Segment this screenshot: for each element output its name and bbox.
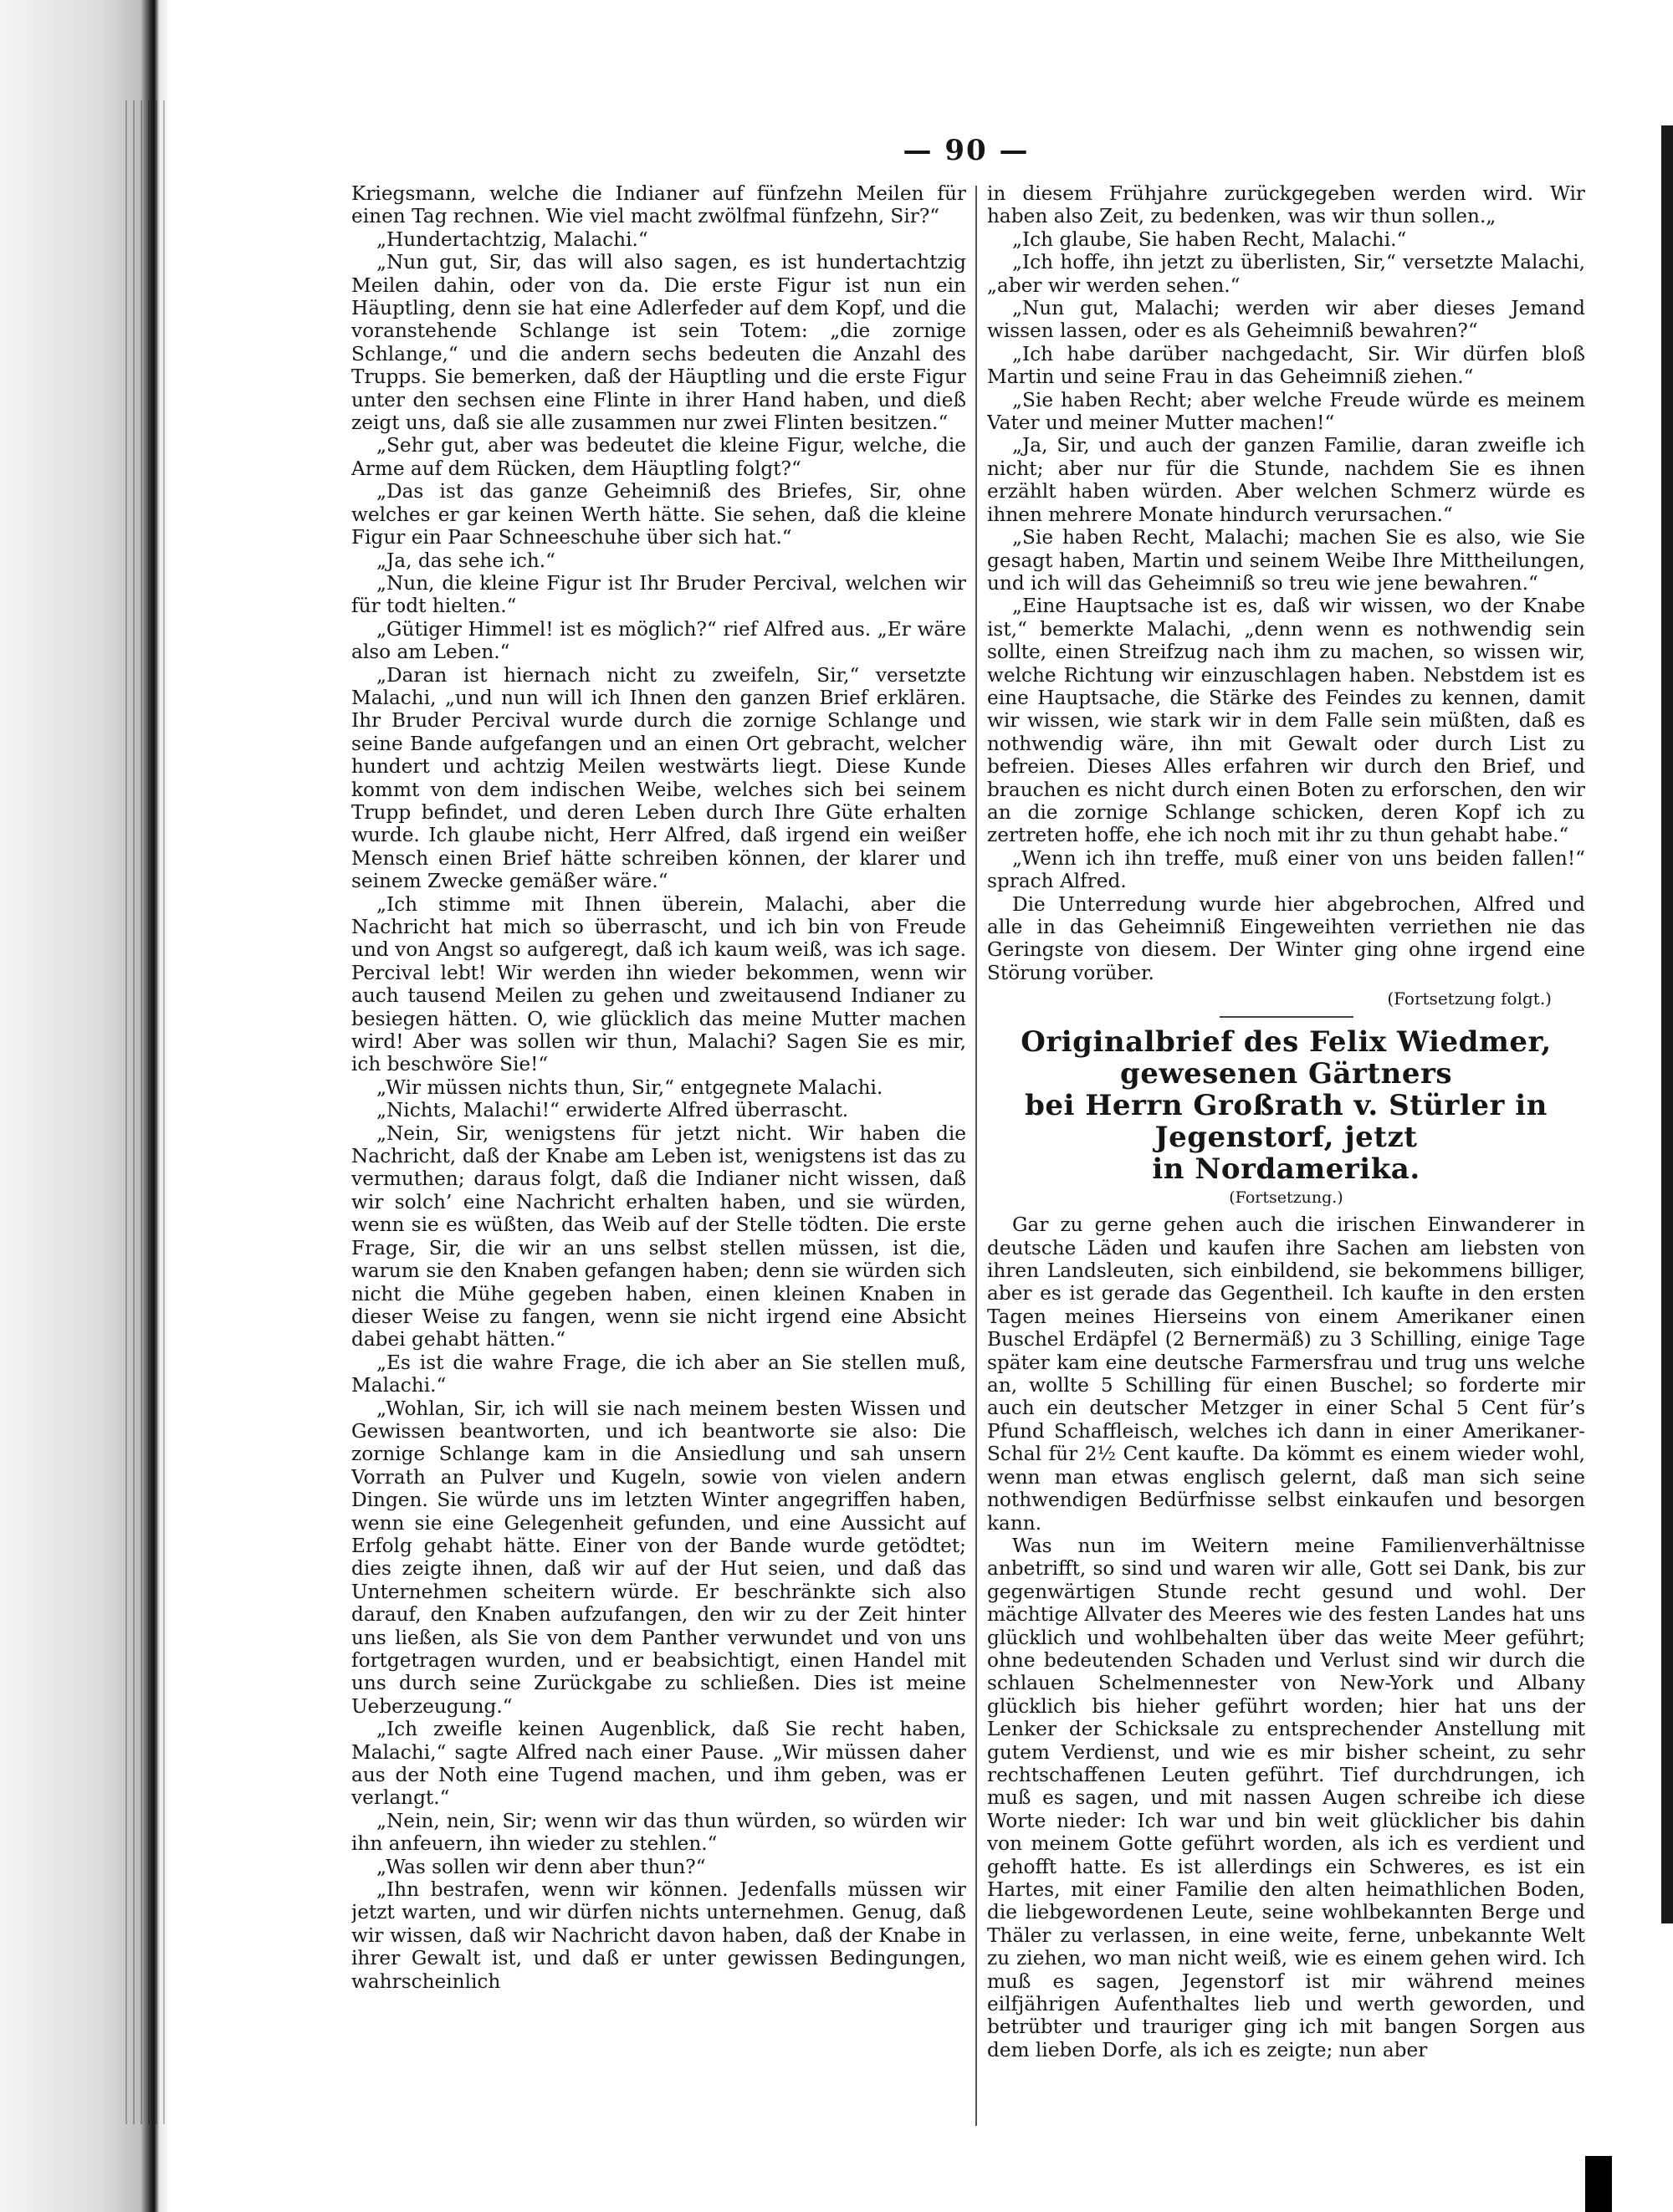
article-heading-line: bei Herrn Großrath v. Stürler in Jegenstorf, jetzt	[1025, 1089, 1548, 1155]
column-divider	[975, 186, 977, 2126]
paragraph: „Was sollen wir denn aber thun?“	[376, 1855, 706, 1878]
paragraph: „Nun, die kleine Figur ist Ihr Bruder Percival, welchen wir für todt hielten.“	[351, 571, 966, 618]
paragraph: „Sie haben Recht; aber welche Freude würde es meinem Vater und meiner Mutter machen!“	[987, 388, 1585, 435]
paragraph: „Ich stimme mit Ihnen überein, Malachi, aber die Nachricht hat mich so überrascht, und ich bin von Freude und von Angst so aufgeregt, daß ich kaum weiß, was ich sage. Percival lebt! Wir werden ihn wieder bekommen, wenn wir auch tausend Meilen zu gehen und zweitausend Indianer zu besiegen hätten. O, wie glücklich das meine Mutter machen wird! Aber was sollen wir thun, Malachi? Sagen Sie es mir, ich beschwöre Sie!“	[351, 892, 966, 1076]
scanned-edge-right	[1661, 125, 1673, 1923]
paragraph: „Es ist die wahre Frage, die ich aber an Sie stellen muß, Malachi.“	[351, 1351, 966, 1397]
paragraph: „Nichts, Malachi!“ erwiderte Alfred überrascht.	[376, 1099, 849, 1122]
left-column	[351, 182, 966, 2139]
paragraph: Gar zu gerne gehen auch die irischen Einwanderer in deutsche Läden und kaufen ihre Sachen am liebsten von ihren Landsleuten, sich einbildend, sie bekommens billiger, aber es ist gerade das Gegentheil. Ich kaufte in den ersten Tagen meines Hierseins von einem Amerikaner einen Buschel Erdäpfel (2 Bernermäß) zu 3 Schilling, einige Tage später kam eine deutsche Farmersfrau und trug uns welche an, wollte 5 Schilling für einen Buschel; so forderte mir auch ein deutscher Metzger in einer Schal 5 Cent für’s Pfund Schaffleisch, welches ich dann in einer Amerikaner-Schal für 2½ Cent kaufte. Da kömmt es einem wieder wohl, wenn man etwas englisch gelernt, daß man sich seine nothwendigen Bedürfnisse selbst einkaufen und besorgen kann.	[987, 1213, 1585, 1535]
article-heading-line: in Nordamerika.	[1152, 1152, 1420, 1187]
paragraph: „Nun gut, Malachi; werden wir aber dieses Jemand wissen lassen, oder es als Geheimniß bewahren?“	[987, 297, 1585, 343]
paragraph: „Eine Hauptsache ist es, daß wir wissen, wo der Knabe ist,“ bemerkte Malachi, „denn wenn es nothwendig sein sollte, einen Streifzug nach ihm zu machen, so wissen wir, welche Richtung wir einzuschlagen haben. Nebstdem ist es eine Hauptsache, die Stärke des Feindes zu kennen, damit wir wissen, wie stark wir in dem Falle sein müßten, daß es nothwendig wäre, ihn mit Gewalt oder durch List zu befreien. Dieses Alles erfahren wir durch den Brief, und brauchen es nicht durch einen Boten zu erforschen, den wir an die zornige Schlange schicken, deren Kopf ich zu zertreten hoffe, ehe ich noch mit ihr zu thun gehabt habe.“	[987, 595, 1585, 847]
paragraph: Kriegsmann, welche die Indianer auf fünfzehn Meilen für einen Tag rechnen. Wie viel macht zwölfmal fünfzehn, Sir?“	[351, 182, 966, 228]
paragraph: „Sehr gut, aber was bedeutet die kleine Figur, welche, die Arme auf dem Rücken, dem Häuptling folgt?“	[351, 434, 966, 480]
paragraph: „Ich habe darüber nachgedacht, Sir. Wir dürfen bloß Martin und seine Frau in das Geheimniß ziehen.“	[987, 342, 1585, 389]
paragraph: „Hundertachtzig, Malachi.“	[376, 227, 648, 251]
scan-artifact	[1585, 2156, 1612, 2212]
paragraph: in diesem Frühjahre zurückgegeben werden wird. Wir haben also Zeit, zu bedenken, was wir thun sollen.„	[987, 182, 1585, 228]
paragraph: „Gütiger Himmel! ist es möglich?“ rief Alfred aus. „Er wäre also am Leben.“	[351, 617, 966, 664]
paragraph: Was nun im Weitern meine Familienverhältnisse anbetrifft, so sind und waren wir alle, Gott sei Dank, bis zur gegenwärtigen Stunde recht gesund und wohl. Der mächtige Allvater des Meeres wie des festen Landes hat uns glücklich und wohlbehalten über das weite Meer geführt; ohne bedeutenden Schaden und Verlust sind wir durch die schlauen Schelmennester von New-York und Albany glücklich bis hieher geführt worden; hier hat uns der Lenker der Schicksale zu entsprechender Anstellung mit gutem Verdienst, und wie es mir bisher scheint, zu sehr rechtschaffenen Leuten geführt. Tief durchdrungen, ich muß es sagen, und mit nassen Augen schreibe ich diese Worte nieder: Ich war und bin weit glücklicher bis dahin von meinem Gotte geführt worden, als ich es verdient und gehofft hatte. Es ist allerdings ein Schweres, es ist ein Hartes, mit einer Familie den alten heimathlichen Boden, die liebgewordenen Leute, seine wohlbekannten Berge und Thäler zu verlassen, in eine weite, ferne, unbekannte Welt zu ziehen, wo man nicht weiß, wie es einem gehen wird. Ich muß es sagen, Jegenstorf ist mir während meines eilfjährigen Aufenthaltes lieb und werth geworden, und betrübter und trauriger ging ich mit bangen Sorgen aus dem lieben Dorfe, als ich es zeigte; nun aber	[987, 1534, 1585, 2061]
right-column	[987, 182, 1585, 2139]
paragraph: „Wohlan, Sir, ich will sie nach meinem besten Wissen und Gewissen beantworten, und ich beantworte sie also: Die zornige Schlange kam in die Ansiedlung und sah unsern Vorrath an Pulver und Kugeln, sowie von vielen andern Dingen. Sie würde uns im letzten Winter angegriffen haben, wenn sie eine Gelegenheit gefunden, und eine Aussicht auf Erfolg gehabt hätte. Einer von der Bande wurde getödtet; dies zeigte ihnen, daß wir auf der Hut seien, und daß das Unternehmen scheitern würde. Er beschränkte sich also darauf, den Knaben aufzufangen, den wir zu der Zeit hinter uns ließen, als Sie von dem Panther verwundet und von uns fortgetragen wurden, und er beabsichtigt, einen Handel mit uns durch seine Zurückgabe zu schließen. Dies ist meine Ueberzeugung.“	[351, 1397, 966, 1718]
paragraph: Die Unterredung wurde hier abgebrochen, Alfred und alle in das Geheimniß Eingeweihten verriethen nie das Geringste von diesem. Der Winter ging ohne irgend eine Störung vorüber.	[987, 892, 1585, 984]
paragraph: „Ich zweifle keinen Augenblick, daß Sie recht haben, Malachi,“ sagte Alfred nach einer Pause. „Wir müssen daher aus der Noth eine Tugend machen, und ihm geben, was er verlangt.“	[351, 1718, 966, 1810]
article-subheading: (Fortsetzung.)	[1229, 1188, 1343, 1208]
paragraph: „Wir müssen nichts thun, Sir,“ entgegnete Malachi.	[376, 1075, 883, 1099]
paragraph: „Wenn ich ihn treffe, muß einer von uns beiden fallen!“ sprach Alfred.	[987, 846, 1585, 893]
scanned-page-edges	[125, 100, 167, 2124]
paragraph: „Das ist das ganze Geheimniß des Briefes, Sir, ohne welches er gar keinen Werth hätte. Sie sehen, daß die kleine Figur ein Paar Schneeschuhe über sich hat.“	[351, 480, 966, 549]
continuation-note: (Fortsetzung folgt.)	[1387, 989, 1552, 1009]
paragraph: „Ich hoffe, ihn jetzt zu überlisten, Sir,“ versetzte Malachi, „aber wir werden sehen.“	[987, 251, 1585, 297]
section-divider	[1220, 1016, 1353, 1018]
page-number: — 90 —	[903, 134, 1030, 167]
paragraph: „Ja, Sir, und auch der ganzen Familie, daran zweifle ich nicht; aber nur für die Stunde, nachdem Sie es ihnen erzählt haben würden. Aber welchen Schmerz würde es ihnen mehrere Monate hindurch verursachen.“	[987, 434, 1585, 526]
paragraph: „Ja, das sehe ich.“	[376, 549, 556, 572]
paragraph: „Ihn bestrafen, wenn wir können. Jedenfalls müssen wir jetzt warten, und wir dürfen nichts unternehmen. Genug, daß wir wissen, daß wir Nachricht davon haben, daß der Knabe in ihrer Gewalt ist, und daß er unter gewissen Bedingungen, wahrscheinlich	[351, 1878, 966, 1993]
paragraph: „Nein, Sir, wenigstens für jetzt nicht. Wir haben die Nachricht, daß der Knabe am Leben ist, wenigstens ist das zu vermuthen; daraus folgt, daß die Indianer nicht wissen, daß wir solch’ eine Nachricht erhalten haben, und sie würden, wenn sie es wüßten, das Weib auf der Stelle tödten. Die erste Frage, Sir, die wir an uns selbst stellen müssen, ist die, warum sie den Knaben gefangen haben; denn sie würden sich nicht die Mühe gegeben haben, einen kleinen Knaben in dieser Weise zu fangen, wenn sie nicht irgend eine Absicht dabei gehabt hätten.“	[351, 1121, 966, 1351]
paragraph: „Ich glaube, Sie haben Recht, Malachi.“	[1012, 227, 1407, 251]
paragraph: „Sie haben Recht, Malachi; machen Sie es also, wie Sie gesagt haben, Martin und seinem Weibe Ihre Mittheilungen, und ich will das Geheimniß so treu wie jene bewahren.“	[987, 526, 1585, 595]
article-heading	[987, 1026, 1585, 1185]
paragraph: „Nein, nein, Sir; wenn wir das thun würden, so würden wir ihn anfeuern, ihn wieder zu stehlen.“	[351, 1809, 966, 1856]
article-heading-line: Originalbrief des Felix Wiedmer, gewesenen Gärtners	[1021, 1025, 1552, 1091]
paragraph: „Daran ist hiernach nicht zu zweifeln, Sir,“ versetzte Malachi, „und nun will ich Ihnen den ganzen Brief erklären. Ihr Bruder Percival wurde durch die zornige Schlange und seine Bande aufgefangen und an einen Ort gebracht, welcher hundert und achtzig Meilen westwärts liegt. Diese Kunde kommt von dem indischen Weibe, welches sich bei seinem Trupp befindet, und deren Leben durch Ihre Güte erhalten wurde. Ich glaube nicht, Herr Alfred, daß irgend ein weißer Mensch einen Brief hätte schreiben können, der klarer und seinem Zwecke gemäßer wäre.“	[351, 663, 966, 893]
paragraph: „Nun gut, Sir, das will also sagen, es ist hundertachtzig Meilen dahin, oder von da. Die erste Figur ist nun ein Häuptling, denn sie hat eine Adlerfeder auf dem Kopf, und die voranstehende Schlange ist sein Totem: „die zornige Schlange,“ und die andern sechs bedeuten die Anzahl des Trupps. Sie bemerken, daß der Häuptling und die erste Figur unter den sechsen eine Flinte in ihrer Hand haben, und dieß zeigt uns, daß sie alle zusammen nur zwei Flinten besitzen.“	[351, 251, 966, 435]
